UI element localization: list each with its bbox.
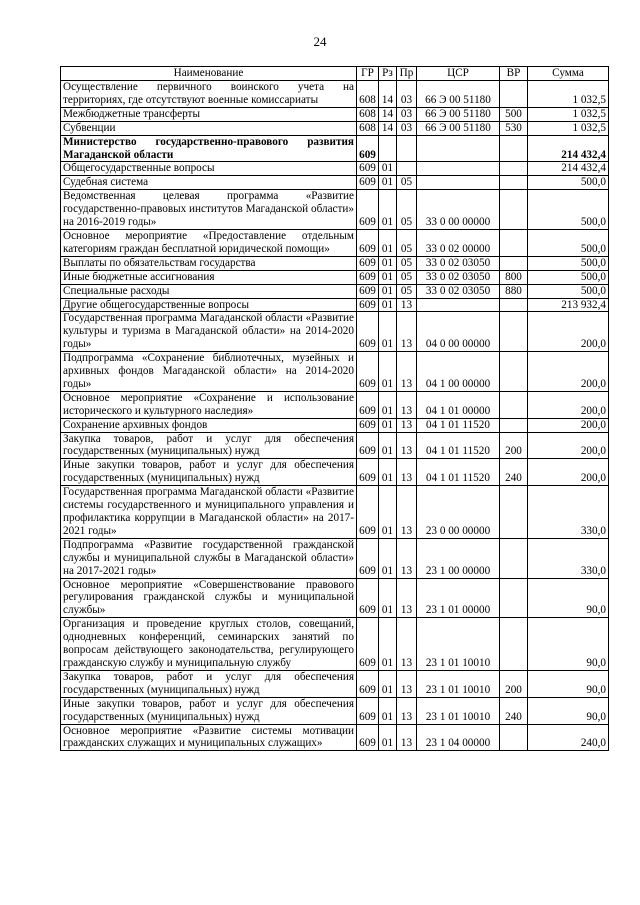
cell-pr: 13 bbox=[397, 578, 417, 618]
header-name: Наименование bbox=[61, 67, 357, 81]
cell-rz: 01 bbox=[379, 229, 397, 256]
table-row bbox=[61, 578, 609, 618]
cell-sum: 500,0 bbox=[528, 270, 609, 284]
cell-vr bbox=[500, 298, 528, 312]
cell-pr: 13 bbox=[397, 670, 417, 697]
cell-pr: 05 bbox=[397, 256, 417, 270]
cell-csr: 33 0 02 03050 bbox=[417, 256, 500, 270]
cell-gr: 609 bbox=[357, 270, 379, 284]
cell-vr bbox=[500, 312, 528, 352]
cell-rz: 01 bbox=[379, 176, 397, 190]
cell-rz: 01 bbox=[379, 578, 397, 618]
cell-rz: 01 bbox=[379, 298, 397, 312]
cell-csr: 04 1 01 11520 bbox=[417, 418, 500, 432]
cell-sum: 200,0 bbox=[528, 432, 609, 459]
cell-rz: 01 bbox=[379, 312, 397, 352]
header-rz: Рз bbox=[379, 67, 397, 81]
table-row bbox=[61, 459, 609, 486]
cell-pr: 05 bbox=[397, 284, 417, 298]
cell-pr bbox=[397, 162, 417, 176]
cell-rz: 01 bbox=[379, 618, 397, 671]
cell-name: Ведомственная целевая программа «Развитие государственно-правовых институтов Магаданской области» на 2016-2019 годы» bbox=[61, 190, 357, 230]
cell-sum: 200,0 bbox=[528, 352, 609, 392]
cell-pr: 13 bbox=[397, 724, 417, 751]
table-row bbox=[61, 162, 609, 176]
table-row bbox=[61, 486, 609, 539]
cell-rz: 01 bbox=[379, 256, 397, 270]
cell-name: Государственная программа Магаданской области «Развитие системы государственного и муниципального управления и профилактика коррупции в Магаданской области» на 2017-2021 годы» bbox=[61, 486, 357, 539]
cell-gr: 609 bbox=[357, 312, 379, 352]
cell-sum: 500,0 bbox=[528, 176, 609, 190]
cell-pr: 05 bbox=[397, 229, 417, 256]
cell-vr bbox=[500, 618, 528, 671]
cell-gr: 609 bbox=[357, 538, 379, 578]
cell-gr: 609 bbox=[357, 432, 379, 459]
cell-vr bbox=[500, 190, 528, 230]
table-row bbox=[61, 724, 609, 751]
cell-gr: 609 bbox=[357, 162, 379, 176]
cell-rz: 01 bbox=[379, 190, 397, 230]
cell-pr: 13 bbox=[397, 697, 417, 724]
cell-rz: 14 bbox=[379, 81, 397, 108]
cell-sum: 500,0 bbox=[528, 229, 609, 256]
table-row bbox=[61, 538, 609, 578]
cell-sum: 90,0 bbox=[528, 578, 609, 618]
cell-csr bbox=[417, 162, 500, 176]
table-row bbox=[61, 432, 609, 459]
table-row bbox=[61, 298, 609, 312]
cell-rz: 01 bbox=[379, 670, 397, 697]
cell-sum: 330,0 bbox=[528, 538, 609, 578]
table-row bbox=[61, 352, 609, 392]
header-gr: ГР bbox=[357, 67, 379, 81]
budget-table bbox=[60, 66, 609, 751]
cell-rz: 01 bbox=[379, 432, 397, 459]
cell-name: Основное мероприятие «Совершенствование правового регулирования гражданской службы и муниципальной службы» bbox=[61, 578, 357, 618]
cell-gr: 609 bbox=[357, 578, 379, 618]
table-row bbox=[61, 107, 609, 121]
cell-csr: 66 Э 00 51180 bbox=[417, 81, 500, 108]
cell-gr: 609 bbox=[357, 352, 379, 392]
cell-sum: 213 932,4 bbox=[528, 298, 609, 312]
cell-csr: 23 1 01 00000 bbox=[417, 578, 500, 618]
cell-gr: 609 bbox=[357, 298, 379, 312]
cell-pr bbox=[397, 135, 417, 162]
cell-rz: 01 bbox=[379, 284, 397, 298]
cell-csr: 23 1 01 10010 bbox=[417, 697, 500, 724]
cell-gr: 609 bbox=[357, 229, 379, 256]
cell-vr bbox=[500, 352, 528, 392]
table-row bbox=[61, 229, 609, 256]
cell-sum: 214 432,4 bbox=[528, 162, 609, 176]
cell-vr: 500 bbox=[500, 107, 528, 121]
cell-sum: 330,0 bbox=[528, 486, 609, 539]
cell-gr: 609 bbox=[357, 284, 379, 298]
cell-vr: 800 bbox=[500, 270, 528, 284]
cell-csr: 23 0 00 00000 bbox=[417, 486, 500, 539]
cell-sum: 200,0 bbox=[528, 391, 609, 418]
cell-rz: 01 bbox=[379, 352, 397, 392]
cell-rz: 14 bbox=[379, 121, 397, 135]
cell-name: Сохранение архивных фондов bbox=[61, 418, 357, 432]
cell-name: Основное мероприятие «Развитие системы мотивации гражданских служащих и муниципальных служащих» bbox=[61, 724, 357, 751]
cell-sum: 1 032,5 bbox=[528, 81, 609, 108]
cell-vr: 240 bbox=[500, 697, 528, 724]
cell-csr: 04 1 01 11520 bbox=[417, 459, 500, 486]
cell-gr: 609 bbox=[357, 190, 379, 230]
cell-sum: 500,0 bbox=[528, 190, 609, 230]
cell-name: Министерство государственно-правового развития Магаданской области bbox=[61, 135, 357, 162]
cell-name: Специальные расходы bbox=[61, 284, 357, 298]
cell-csr: 66 Э 00 51180 bbox=[417, 107, 500, 121]
cell-name: Иные закупки товаров, работ и услуг для обеспечения государственных (муниципальных) нужд bbox=[61, 459, 357, 486]
cell-name: Выплаты по обязательствам государства bbox=[61, 256, 357, 270]
cell-pr: 13 bbox=[397, 312, 417, 352]
table-row bbox=[61, 81, 609, 108]
cell-vr: 200 bbox=[500, 432, 528, 459]
cell-pr: 03 bbox=[397, 81, 417, 108]
cell-gr: 609 bbox=[357, 670, 379, 697]
cell-pr: 13 bbox=[397, 432, 417, 459]
table-row bbox=[61, 270, 609, 284]
cell-vr bbox=[500, 486, 528, 539]
cell-vr: 200 bbox=[500, 670, 528, 697]
cell-vr bbox=[500, 724, 528, 751]
cell-csr: 66 Э 00 51180 bbox=[417, 121, 500, 135]
cell-csr bbox=[417, 176, 500, 190]
cell-csr bbox=[417, 298, 500, 312]
cell-csr: 33 0 02 03050 bbox=[417, 270, 500, 284]
cell-rz: 01 bbox=[379, 391, 397, 418]
cell-sum: 500,0 bbox=[528, 256, 609, 270]
header-vr: ВР bbox=[500, 67, 528, 81]
cell-csr: 33 0 02 00000 bbox=[417, 229, 500, 256]
table-row bbox=[61, 618, 609, 671]
cell-gr: 609 bbox=[357, 697, 379, 724]
cell-vr: 240 bbox=[500, 459, 528, 486]
cell-sum: 1 032,5 bbox=[528, 121, 609, 135]
cell-name: Межбюджетные трансферты bbox=[61, 107, 357, 121]
cell-gr: 608 bbox=[357, 121, 379, 135]
table-row bbox=[61, 135, 609, 162]
cell-name: Иные бюджетные ассигнования bbox=[61, 270, 357, 284]
cell-csr: 23 1 01 10010 bbox=[417, 670, 500, 697]
cell-pr: 03 bbox=[397, 107, 417, 121]
cell-rz: 01 bbox=[379, 459, 397, 486]
table-row bbox=[61, 418, 609, 432]
table-row bbox=[61, 121, 609, 135]
cell-sum: 1 032,5 bbox=[528, 107, 609, 121]
cell-rz: 01 bbox=[379, 538, 397, 578]
cell-gr: 609 bbox=[357, 135, 379, 162]
cell-sum: 200,0 bbox=[528, 312, 609, 352]
cell-gr: 609 bbox=[357, 618, 379, 671]
cell-vr bbox=[500, 81, 528, 108]
cell-name: Осуществление первичного воинского учета на территориях, где отсутствуют военные комиссариаты bbox=[61, 81, 357, 108]
cell-pr: 03 bbox=[397, 121, 417, 135]
cell-pr: 05 bbox=[397, 190, 417, 230]
cell-csr: 33 0 00 00000 bbox=[417, 190, 500, 230]
cell-name: Иные закупки товаров, работ и услуг для обеспечения государственных (муниципальных) нужд bbox=[61, 697, 357, 724]
cell-sum: 90,0 bbox=[528, 618, 609, 671]
cell-pr: 13 bbox=[397, 352, 417, 392]
cell-sum: 240,0 bbox=[528, 724, 609, 751]
cell-gr: 608 bbox=[357, 107, 379, 121]
header-csr: ЦСР bbox=[417, 67, 500, 81]
cell-csr bbox=[417, 135, 500, 162]
page-number: 24 bbox=[313, 34, 327, 49]
cell-csr: 04 0 00 00000 bbox=[417, 312, 500, 352]
cell-vr bbox=[500, 256, 528, 270]
cell-name: Другие общегосударственные вопросы bbox=[61, 298, 357, 312]
cell-name: Судебная система bbox=[61, 176, 357, 190]
cell-rz: 01 bbox=[379, 697, 397, 724]
cell-csr: 23 1 04 00000 bbox=[417, 724, 500, 751]
cell-csr: 04 1 01 00000 bbox=[417, 391, 500, 418]
cell-csr: 23 1 01 10010 bbox=[417, 618, 500, 671]
cell-name: Подпрограмма «Развитие государственной гражданской службы и муниципальной службы в Магаданской области» на 2017-2021 годы» bbox=[61, 538, 357, 578]
cell-vr: 530 bbox=[500, 121, 528, 135]
cell-pr: 13 bbox=[397, 391, 417, 418]
cell-gr: 609 bbox=[357, 256, 379, 270]
cell-csr: 04 1 00 00000 bbox=[417, 352, 500, 392]
cell-rz: 01 bbox=[379, 724, 397, 751]
cell-csr: 33 0 02 03050 bbox=[417, 284, 500, 298]
table-row bbox=[61, 312, 609, 352]
cell-pr: 05 bbox=[397, 176, 417, 190]
cell-pr: 13 bbox=[397, 486, 417, 539]
cell-sum: 90,0 bbox=[528, 670, 609, 697]
cell-vr: 880 bbox=[500, 284, 528, 298]
cell-sum: 200,0 bbox=[528, 418, 609, 432]
cell-rz: 01 bbox=[379, 270, 397, 284]
cell-vr bbox=[500, 162, 528, 176]
table-row bbox=[61, 391, 609, 418]
cell-gr: 609 bbox=[357, 724, 379, 751]
cell-vr bbox=[500, 391, 528, 418]
table-header-row bbox=[61, 67, 609, 81]
cell-name: Закупка товаров, работ и услуг для обеспечения государственных (муниципальных) нужд bbox=[61, 670, 357, 697]
cell-gr: 609 bbox=[357, 176, 379, 190]
cell-csr: 23 1 00 00000 bbox=[417, 538, 500, 578]
table-row bbox=[61, 176, 609, 190]
cell-rz: 01 bbox=[379, 162, 397, 176]
cell-pr: 13 bbox=[397, 459, 417, 486]
table-row bbox=[61, 256, 609, 270]
cell-sum: 500,0 bbox=[528, 284, 609, 298]
cell-pr: 05 bbox=[397, 270, 417, 284]
cell-name: Основное мероприятие «Сохранение и использование исторического и культурного наследия» bbox=[61, 391, 357, 418]
cell-gr: 609 bbox=[357, 391, 379, 418]
cell-gr: 609 bbox=[357, 418, 379, 432]
cell-rz: 14 bbox=[379, 107, 397, 121]
cell-rz bbox=[379, 135, 397, 162]
table-row bbox=[61, 697, 609, 724]
cell-gr: 609 bbox=[357, 486, 379, 539]
table-row bbox=[61, 670, 609, 697]
cell-vr bbox=[500, 418, 528, 432]
cell-gr: 609 bbox=[357, 459, 379, 486]
cell-name: Основное мероприятие «Предоставление отдельным категориям граждан бесплатной юридической помощи» bbox=[61, 229, 357, 256]
header-sum: Сумма bbox=[528, 67, 609, 81]
table-row bbox=[61, 190, 609, 230]
table-row bbox=[61, 284, 609, 298]
cell-vr bbox=[500, 578, 528, 618]
cell-rz: 01 bbox=[379, 486, 397, 539]
cell-name: Подпрограмма «Сохранение библиотечных, музейных и архивных фондов Магаданской области» на 2014-2020 годы» bbox=[61, 352, 357, 392]
cell-vr bbox=[500, 538, 528, 578]
cell-sum: 90,0 bbox=[528, 697, 609, 724]
cell-name: Закупка товаров, работ и услуг для обеспечения государственных (муниципальных) нужд bbox=[61, 432, 357, 459]
cell-vr bbox=[500, 135, 528, 162]
cell-vr bbox=[500, 176, 528, 190]
cell-pr: 13 bbox=[397, 418, 417, 432]
cell-pr: 13 bbox=[397, 298, 417, 312]
cell-csr: 04 1 01 11520 bbox=[417, 432, 500, 459]
cell-name: Организация и проведение круглых столов, совещаний, однодневных конференций, семинарских занятий по вопросам действующего законодательства, регулирующего гражданскую службу и муниципальную службу bbox=[61, 618, 357, 671]
cell-name: Общегосударственные вопросы bbox=[61, 162, 357, 176]
cell-pr: 13 bbox=[397, 618, 417, 671]
cell-vr bbox=[500, 229, 528, 256]
cell-sum: 214 432,4 bbox=[528, 135, 609, 162]
header-pr: Пр bbox=[397, 67, 417, 81]
cell-sum: 200,0 bbox=[528, 459, 609, 486]
cell-pr: 13 bbox=[397, 538, 417, 578]
cell-name: Субвенции bbox=[61, 121, 357, 135]
cell-gr: 608 bbox=[357, 81, 379, 108]
cell-rz: 01 bbox=[379, 418, 397, 432]
cell-name: Государственная программа Магаданской области «Развитие культуры и туризма в Магаданской области» на 2014-2020 годы» bbox=[61, 312, 357, 352]
